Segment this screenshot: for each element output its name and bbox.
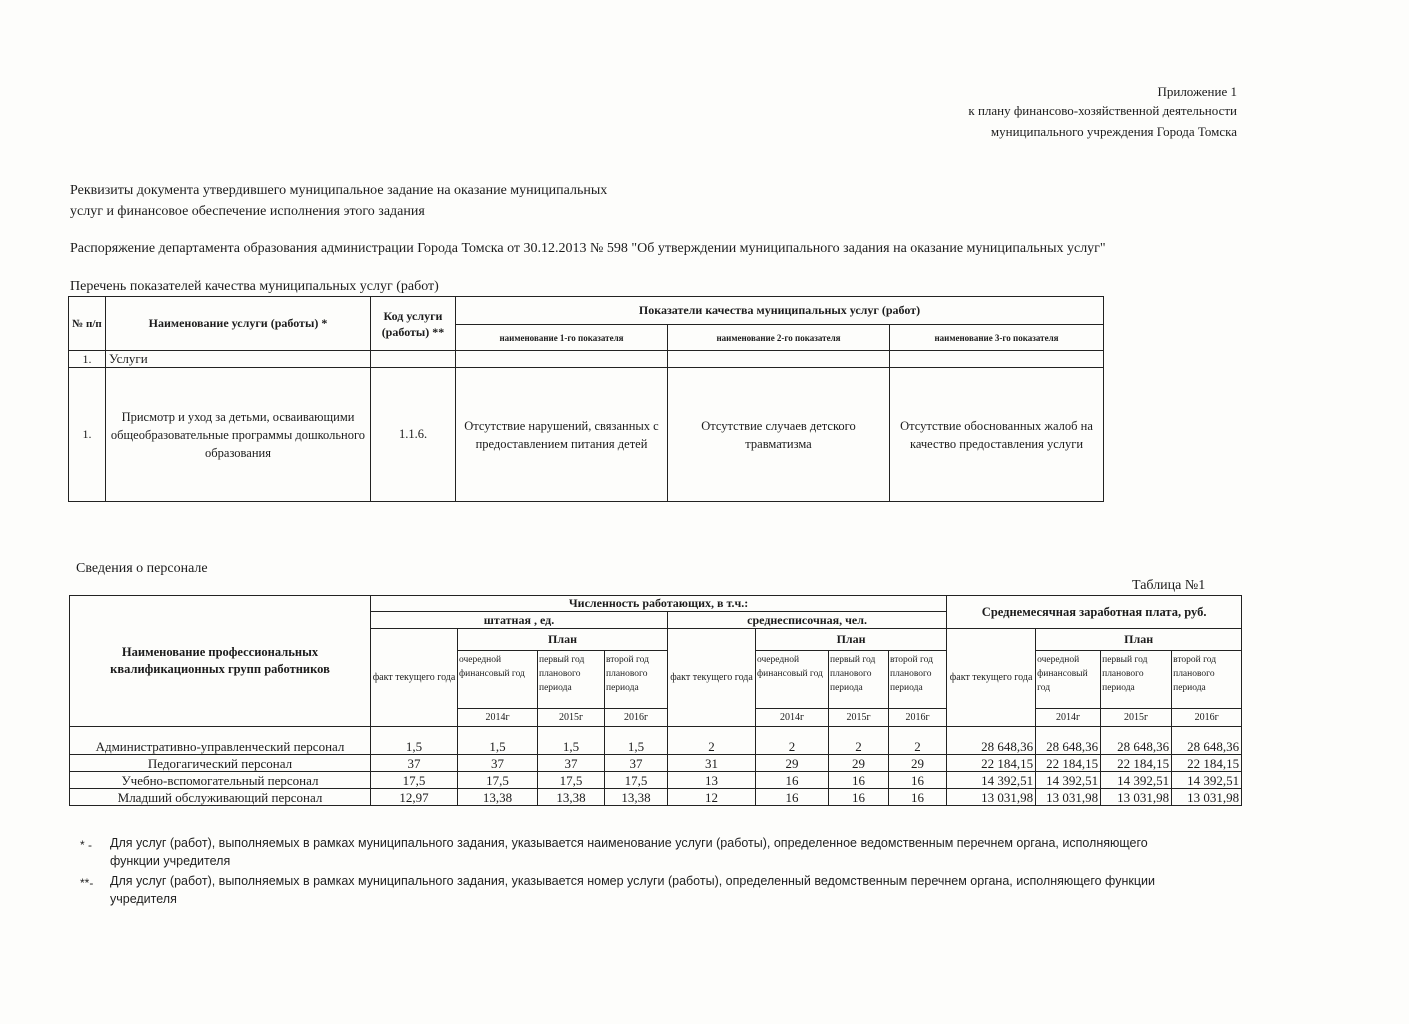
staff-rows bbox=[70, 727, 1242, 806]
staff-value-cell: 2 bbox=[756, 727, 829, 755]
quality-table bbox=[68, 296, 1104, 502]
year-2015: 2015г bbox=[538, 709, 605, 727]
staff-value-cell: 12 bbox=[668, 789, 756, 806]
staff-value-cell: 1,5 bbox=[458, 727, 538, 755]
footnote-1-text: Для услуг (работ), выполняемых в рамках муниципального задания, указывается наименование услуги (работы), определенное ведомственным перечнем органа, исполняющего функции учредителя bbox=[110, 836, 1148, 868]
appendix-title: Приложение 1 bbox=[1157, 84, 1237, 99]
year-2014: 2014г bbox=[458, 709, 538, 727]
section-num: 1. bbox=[69, 351, 106, 368]
header-first-plan-year: первый год планового периода bbox=[829, 651, 889, 709]
empty-cell bbox=[890, 351, 1104, 368]
staff-value-cell: 14 392,51 bbox=[1172, 772, 1242, 789]
staff-value-cell: 28 648,36 bbox=[1172, 727, 1242, 755]
header-next-year: очередной финансовый год bbox=[458, 651, 538, 709]
header-plan-staffed: План bbox=[458, 629, 668, 651]
staff-table bbox=[69, 595, 1242, 806]
staff-value-cell: 37 bbox=[538, 755, 605, 772]
year-2014: 2014г bbox=[756, 709, 829, 727]
staff-value-cell: 16 bbox=[829, 789, 889, 806]
table-label: Таблица №1 bbox=[1132, 578, 1206, 593]
header-next-year: очередной финансовый год bbox=[756, 651, 829, 709]
staff-value-cell: 37 bbox=[605, 755, 668, 772]
footnote-1-marker: * - bbox=[80, 838, 92, 852]
table-row bbox=[70, 755, 1242, 772]
header-fact-salary: факт текущего года bbox=[947, 629, 1036, 727]
staff-value-cell: 12,97 bbox=[371, 789, 458, 806]
staff-value-cell: 28 648,36 bbox=[947, 727, 1036, 755]
requisites-block bbox=[70, 180, 607, 222]
staff-value-cell: 1,5 bbox=[538, 727, 605, 755]
staff-value-cell: 16 bbox=[829, 772, 889, 789]
header-plan-average: План bbox=[756, 629, 947, 651]
year-2016: 2016г bbox=[605, 709, 668, 727]
staff-value-cell: 29 bbox=[829, 755, 889, 772]
staff-value-cell: 13,38 bbox=[605, 789, 668, 806]
footnote-1 bbox=[80, 834, 1190, 870]
header-num: № п/п bbox=[69, 297, 106, 351]
header-service-code: Код услуги (работы) ** bbox=[371, 297, 456, 351]
staff-group-name: Учебно-вспомогательный персонал bbox=[70, 772, 371, 789]
header-salary: Среднемесячная заработная плата, руб. bbox=[947, 596, 1242, 629]
quality-caption: Перечень показателей качества муниципальных услуг (работ) bbox=[70, 279, 439, 294]
staff-value-cell: 16 bbox=[889, 789, 947, 806]
appendix-subtitle-1: к плану финансово-хозяйственной деятельности bbox=[968, 103, 1237, 118]
header-headcount: Численность работающих, в т.ч.: bbox=[371, 596, 947, 612]
footnote-2 bbox=[80, 872, 1220, 908]
staff-group-name: Административно-управленческий персонал bbox=[70, 727, 371, 755]
row-indicator-1: Отсутствие нарушений, связанных с предоставлением питания детей bbox=[456, 368, 668, 502]
header-indicator-1: наименование 1-го показателя bbox=[456, 325, 668, 351]
staff-value-cell: 1,5 bbox=[371, 727, 458, 755]
staff-value-cell: 17,5 bbox=[458, 772, 538, 789]
staff-value-cell: 2 bbox=[668, 727, 756, 755]
requisites-line-2: услуг и финансовое обеспечение исполнения этого задания bbox=[70, 204, 425, 219]
row-indicator-3: Отсутствие обоснованных жалоб на качество предоставления услуги bbox=[890, 368, 1104, 502]
footnote-2-marker: **- bbox=[80, 876, 94, 890]
order-reference: Распоряжение департамента образования администрации Города Томска от 30.12.2013 № 598 "Об утверждении муниципального задания на оказание муниципальных услуг" bbox=[70, 241, 1106, 256]
header-groups: Наименование профессиональных квалификационных групп работников bbox=[70, 596, 371, 727]
header-average: среднесписочная, чел. bbox=[668, 612, 947, 629]
row-service-code: 1.1.6. bbox=[371, 368, 456, 502]
staff-value-cell: 16 bbox=[889, 772, 947, 789]
staff-value-cell: 29 bbox=[756, 755, 829, 772]
appendix-header bbox=[968, 82, 1237, 141]
year-2016: 2016г bbox=[1172, 709, 1242, 727]
staff-value-cell: 1,5 bbox=[605, 727, 668, 755]
header-first-plan-year: первый год планового периода bbox=[1101, 651, 1172, 709]
staff-value-cell: 17,5 bbox=[605, 772, 668, 789]
staff-value-cell: 22 184,15 bbox=[1172, 755, 1242, 772]
staff-value-cell: 28 648,36 bbox=[1101, 727, 1172, 755]
staff-group-name: Педогагический персонал bbox=[70, 755, 371, 772]
header-second-plan-year: второй год планового периода bbox=[889, 651, 947, 709]
staff-value-cell: 22 184,15 bbox=[1101, 755, 1172, 772]
section-name: Услуги bbox=[106, 351, 371, 368]
row-service-name: Присмотр и уход за детьми, осваивающими общеобразовательные программы дошкольного образования bbox=[106, 368, 371, 502]
requisites-line-1: Реквизиты документа утвердившего муниципальное задание на оказание муниципальных bbox=[70, 183, 608, 198]
staff-group-name: Младший обслуживающий персонал bbox=[70, 789, 371, 806]
staff-value-cell: 14 392,51 bbox=[1036, 772, 1101, 789]
year-2015: 2015г bbox=[829, 709, 889, 727]
staff-value-cell: 17,5 bbox=[371, 772, 458, 789]
staff-value-cell: 28 648,36 bbox=[1036, 727, 1101, 755]
table-row bbox=[70, 727, 1242, 755]
header-plan-salary: План bbox=[1036, 629, 1242, 651]
staff-value-cell: 16 bbox=[756, 789, 829, 806]
header-quality-indicators: Показатели качества муниципальных услуг (работ) bbox=[456, 297, 1104, 325]
empty-cell bbox=[456, 351, 668, 368]
staff-caption: Сведения о персонале bbox=[76, 561, 208, 576]
row-num: 1. bbox=[69, 368, 106, 502]
staff-value-cell: 17,5 bbox=[538, 772, 605, 789]
staff-value-cell: 14 392,51 bbox=[947, 772, 1036, 789]
appendix-subtitle-2: муниципального учреждения Города Томска bbox=[990, 124, 1237, 139]
staff-value-cell: 13 031,98 bbox=[947, 789, 1036, 806]
header-second-plan-year: второй год планового периода bbox=[605, 651, 668, 709]
row-indicator-2: Отсутствие случаев детского травматизма bbox=[668, 368, 890, 502]
header-service-name: Наименование услуги (работы) * bbox=[106, 297, 371, 351]
staff-value-cell: 13 031,98 bbox=[1172, 789, 1242, 806]
header-fact-average: факт текущего года bbox=[668, 629, 756, 727]
header-indicator-2: наименование 2-го показателя bbox=[668, 325, 890, 351]
staff-value-cell: 13 bbox=[668, 772, 756, 789]
staff-value-cell: 22 184,15 bbox=[1036, 755, 1101, 772]
staff-value-cell: 29 bbox=[889, 755, 947, 772]
header-indicator-3: наименование 3-го показателя bbox=[890, 325, 1104, 351]
staff-value-cell: 37 bbox=[371, 755, 458, 772]
year-2015: 2015г bbox=[1101, 709, 1172, 727]
staff-value-cell: 2 bbox=[889, 727, 947, 755]
staff-value-cell: 37 bbox=[458, 755, 538, 772]
staff-value-cell: 22 184,15 bbox=[947, 755, 1036, 772]
table-row bbox=[70, 789, 1242, 806]
year-2016: 2016г bbox=[889, 709, 947, 727]
staff-value-cell: 16 bbox=[756, 772, 829, 789]
table-row bbox=[70, 772, 1242, 789]
footnote-2-text: Для услуг (работ), выполняемых в рамках муниципального задания, указывается номер услуги (работы), определенный ведомственным перечнем органа, исполняющего функции учредителя bbox=[110, 874, 1155, 906]
empty-cell bbox=[371, 351, 456, 368]
staff-value-cell: 2 bbox=[829, 727, 889, 755]
year-2014: 2014г bbox=[1036, 709, 1101, 727]
staff-value-cell: 13 031,98 bbox=[1036, 789, 1101, 806]
staff-value-cell: 14 392,51 bbox=[1101, 772, 1172, 789]
staff-value-cell: 13 031,98 bbox=[1101, 789, 1172, 806]
staff-value-cell: 13,38 bbox=[458, 789, 538, 806]
header-second-plan-year: второй год планового периода bbox=[1172, 651, 1242, 709]
staff-value-cell: 31 bbox=[668, 755, 756, 772]
header-fact-staffed: факт текущего года bbox=[371, 629, 458, 727]
header-staffed: штатная , ед. bbox=[371, 612, 668, 629]
empty-cell bbox=[668, 351, 890, 368]
header-first-plan-year: первый год планового периода bbox=[538, 651, 605, 709]
staff-value-cell: 13,38 bbox=[538, 789, 605, 806]
header-next-year: очередной финансовый год bbox=[1036, 651, 1101, 709]
